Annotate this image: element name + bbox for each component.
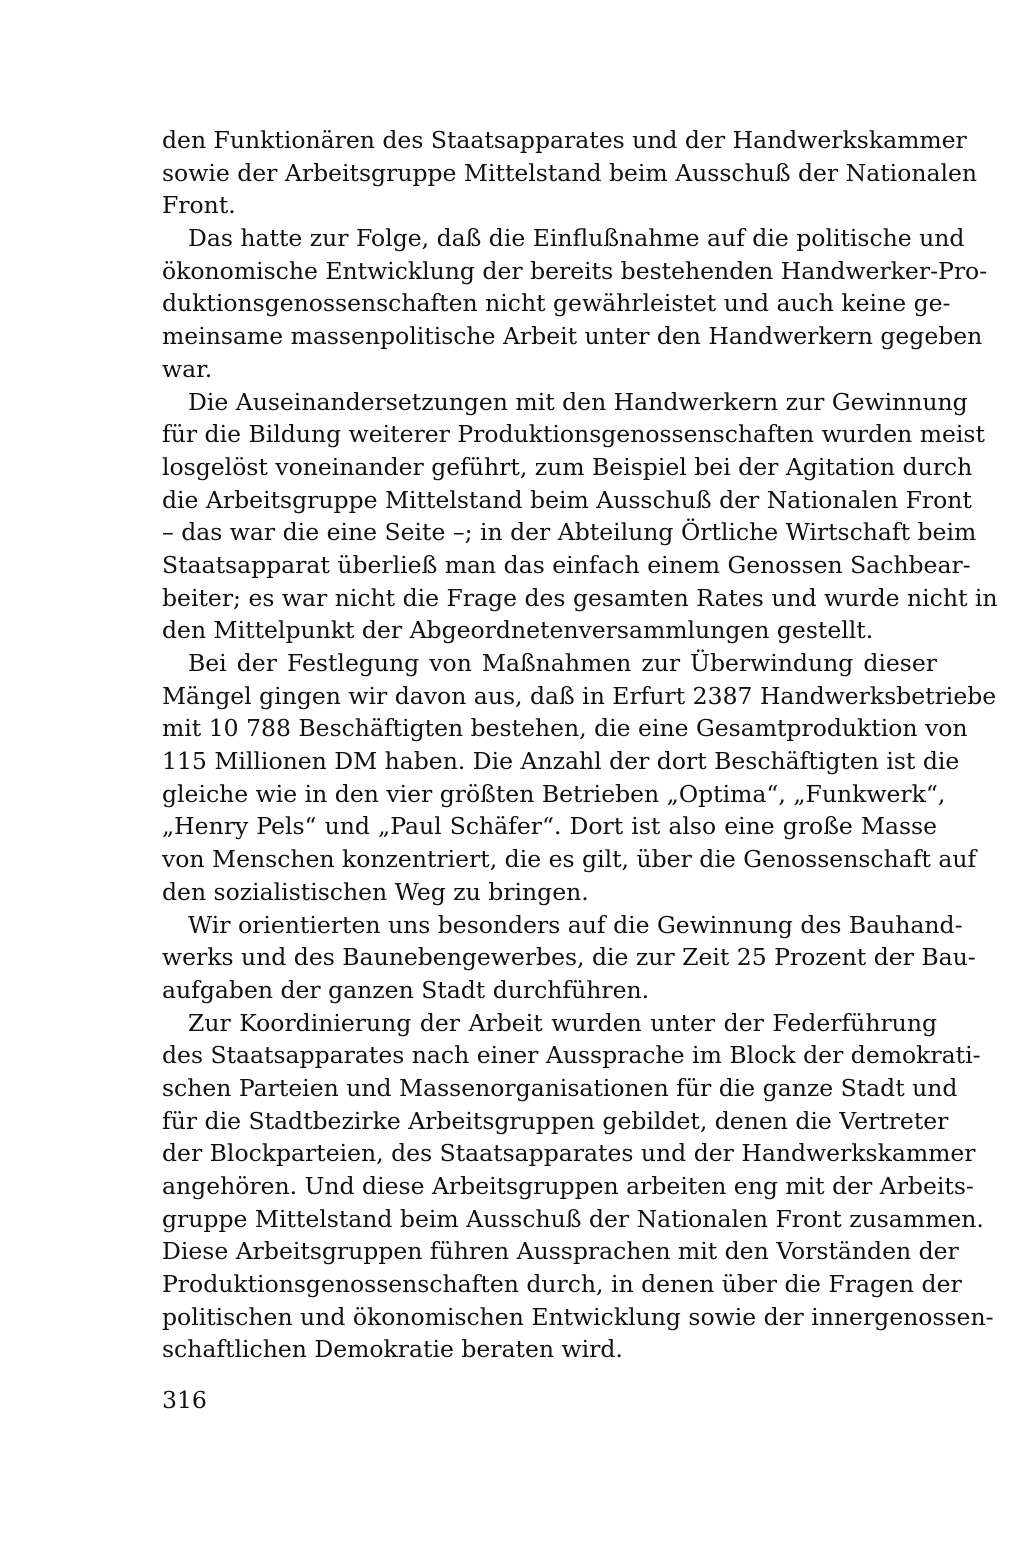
paragraph [162,222,988,385]
text-line: für die Stadtbezirke Arbeitsgruppen gebildet, denen die Vertreter [162,1106,949,1135]
text-line: von Menschen konzentriert, die es gilt, über die Genossenschaft auf [162,845,977,874]
text-line: gleiche wie in den vier größten Betrieben „Optima“, „Funkwerk“, [162,779,946,808]
paragraph [162,909,976,1007]
text-line: „Henry Pels“ und „Paul Schäfer“. Dort ist also eine große Masse [162,812,937,841]
text-line: angehören. Und diese Arbeitsgruppen arbeiten eng mit der Arbeits- [162,1172,974,1200]
text-line: schen Parteien und Massenorganisationen für die ganze Stadt und [162,1073,958,1102]
text-line: duktionsgenossenschaften nicht gewährleistet und auch keine ge- [162,289,951,318]
text-line: losgelöst voneinander geführt, zum Beispiel bei der Agitation durch [162,452,973,481]
text-line: mit 10 788 Beschäftigten bestehen, die eine Gesamtproduktion von [162,714,968,743]
text-line: – das war die eine Seite –; in der Abteilung Örtliche Wirtschaft beim [162,518,977,547]
paragraph [162,386,998,648]
text-line: 115 Millionen DM haben. Die Anzahl der dort Beschäftigten ist die [162,747,960,776]
text-line: den Funktionären des Staatsapparates und der Handwerkskammer [162,126,967,154]
text-line: Front. [162,191,236,220]
body-text [162,124,998,1366]
text-line: schaftlichen Demokratie beraten wird. [162,1335,623,1364]
text-line: der Blockparteien, des Staatsapparates und der Handwerkskammer [162,1139,976,1168]
text-line: Mängel gingen wir davon aus, daß in Erfurt 2387 Handwerksbetriebe [162,681,997,710]
text-line: sowie der Arbeitsgruppe Mittelstand beim Ausschuß der Nationalen [162,158,978,187]
text-line: Wir orientierten uns besonders auf die Gewinnung des Bauhand- [188,910,963,939]
text-line: meinsame massenpolitische Arbeit unter den Handwerkern gegeben [162,322,983,351]
text-line: den Mittelpunkt der Abgeordnetenversammlungen gestellt. [162,616,874,645]
text-line: Das hatte zur Folge, daß die Einflußnahme auf die politische und [188,224,965,253]
text-line: ökonomische Entwicklung der bereits bestehenden Handwerker-Pro- [162,256,988,285]
text-line: des Staatsapparates nach einer Aussprache im Block der demokrati- [162,1041,981,1070]
text-line: die Arbeitsgruppe Mittelstand beim Ausschuß der Nationalen Front [162,485,972,514]
text-line: Zur Koordinierung der Arbeit wurden unter der Federführung [188,1008,937,1037]
text-line: werks und des Baunebengewerbes, die zur Zeit 25 Prozent der Bau- [162,943,976,972]
text-line: politischen und ökonomischen Entwicklung sowie der innergenossen- [162,1302,994,1331]
page-number: 316 [162,1386,207,1414]
text-line: Die Auseinandersetzungen mit den Handwerkern zur Gewinnung [188,387,968,416]
text-line: Bei der Festlegung von Maßnahmen zur Überwindung dieser [188,649,937,677]
text-line: für die Bildung weiterer Produktionsgenossenschaften wurden meist [162,420,985,449]
text-line: Diese Arbeitsgruppen führen Aussprachen mit den Vorständen der [162,1237,959,1266]
text-line: aufgaben der ganzen Stadt durchführen. [162,975,650,1004]
text-line: Produktionsgenossenschaften durch, in denen über die Fragen der [162,1270,962,1299]
paragraph [162,647,997,909]
text-line: beiter; es war nicht die Frage des gesamten Rates und wurde nicht in [162,583,998,612]
text-line: den sozialistischen Weg zu bringen. [162,877,589,906]
paragraph [162,124,978,222]
text-line: Staatsapparat überließ man das einfach einem Genossen Sachbear- [162,550,971,579]
text-line: gruppe Mittelstand beim Ausschuß der Nationalen Front zusammen. [162,1204,984,1233]
paragraph [162,1007,994,1367]
text-line: war. [162,354,213,383]
